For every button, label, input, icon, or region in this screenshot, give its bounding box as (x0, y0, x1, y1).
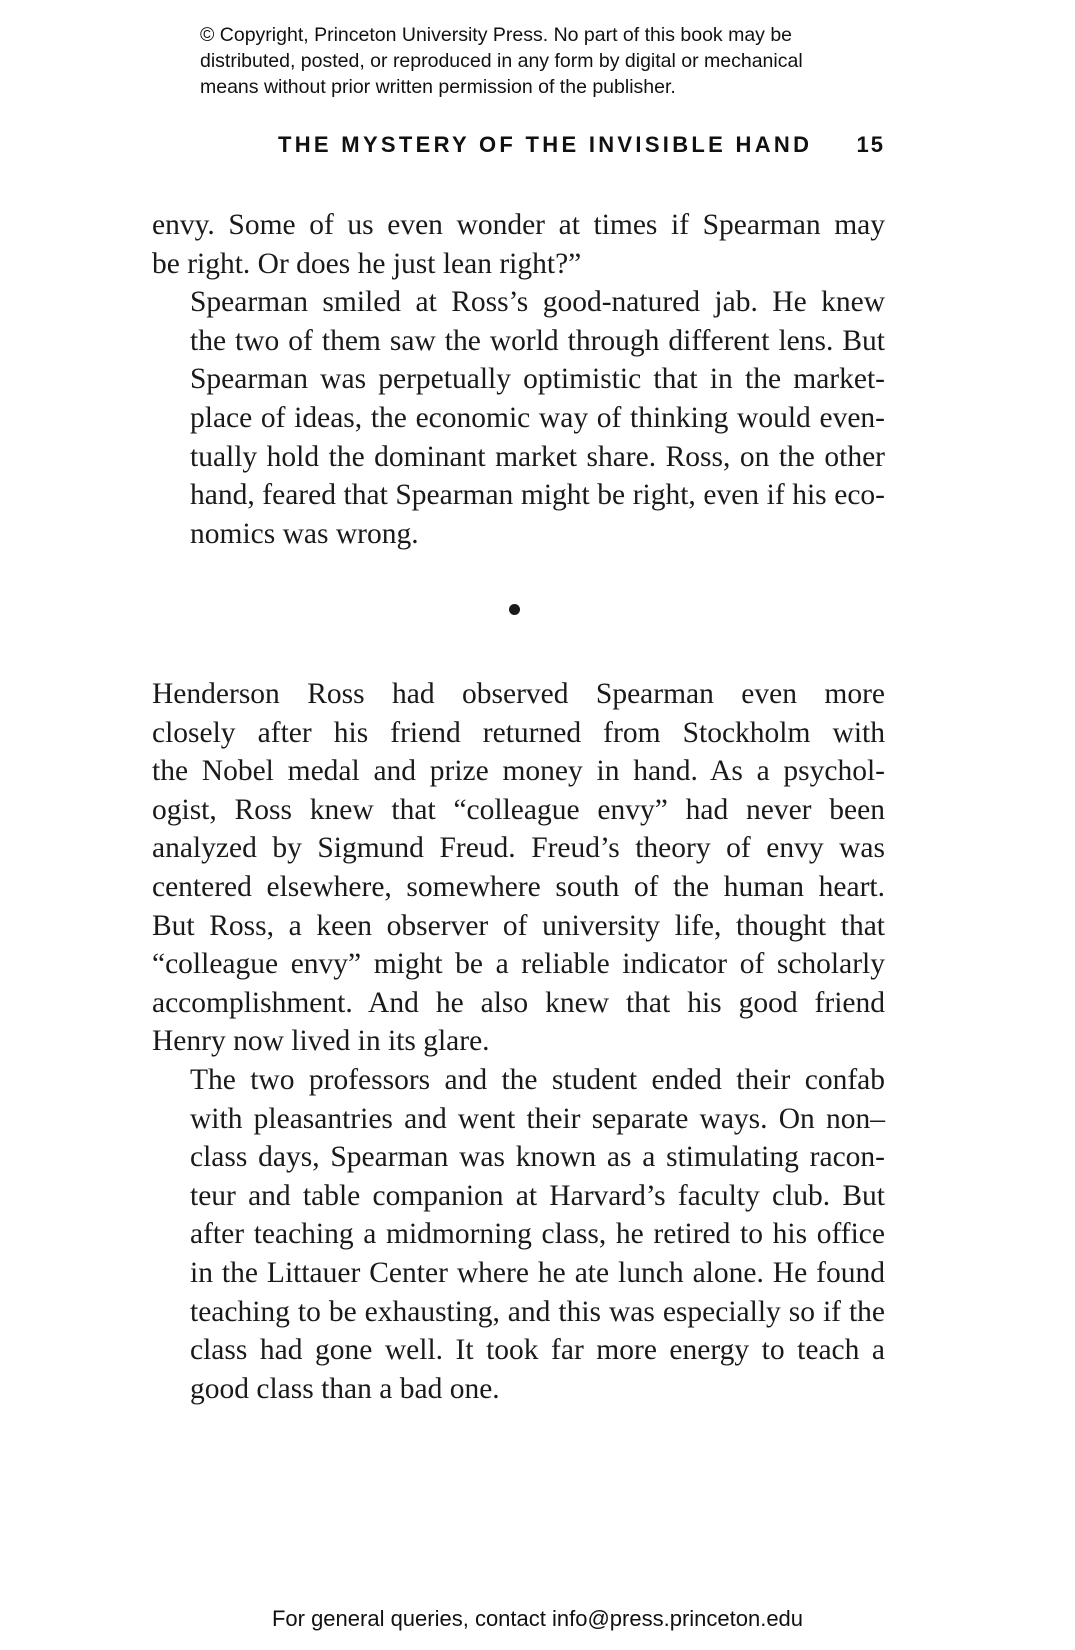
text-line: accomplishment. And he also knew that his good friend (152, 986, 885, 1019)
copyright-notice (200, 22, 900, 100)
copyright-line: © Copyright, Princeton University Press. No part of this book may be (200, 24, 793, 46)
text-line: place of ideas, the economic way of thinking would even- (190, 401, 885, 434)
text-line: the Nobel medal and prize money in hand. As a psychol- (152, 755, 885, 788)
paragraph (152, 283, 885, 553)
section-break-bullet (509, 604, 520, 615)
copyright-line: distributed, posted, or reproduced in any form by digital or mechanical (200, 50, 803, 72)
text-line: analyzed by Sigmund Freud. Freud’s theory of envy was (152, 832, 885, 865)
text-line: teur and table companion at Harvard’s faculty club. But (190, 1179, 885, 1212)
page-number: 15 (856, 132, 885, 157)
paragraph (152, 1061, 885, 1408)
text-line: teaching to be exhausting, and this was especially so if the (190, 1295, 885, 1328)
text-line: centered elsewhere, somewhere south of the human heart. (152, 870, 885, 903)
text-line: Henderson Ross had observed Spearman even more (152, 678, 885, 710)
paragraph (152, 675, 885, 1061)
text-line: “colleague envy” might be a reliable indicator of scholarly (152, 948, 885, 981)
text-line: Spearman smiled at Ross’s good-natured jab. He knew (190, 286, 885, 319)
text-line: tually hold the dominant market share. Ross, on the other (190, 440, 885, 473)
footer-contact: For general queries, contact info@press.princeton.edu (271, 1606, 804, 1631)
text-line: class had gone well. It took far more energy to teach a (190, 1334, 885, 1367)
running-head (152, 132, 885, 164)
text-line: in the Littauer Center where he ate lunch alone. He found (190, 1256, 885, 1289)
text-line: be right. Or does he just lean right?” (152, 247, 582, 280)
text-line: hand, feared that Spearman might be right, even if his eco- (190, 479, 885, 512)
text-line: nomics was wrong. (190, 517, 419, 550)
text-block-bottom (152, 675, 885, 1408)
text-line: good class than a bad one. (190, 1372, 500, 1405)
text-line: envy. Some of us even wonder at times if Spearman may (152, 209, 885, 241)
text-line: Henry now lived in its glare. (152, 1025, 490, 1058)
text-line: Spearman was perpetually optimistic that in the market- (190, 363, 885, 396)
text-line: after teaching a midmorning class, he retired to his office (190, 1218, 885, 1251)
text-block-top (152, 206, 885, 553)
text-line: the two of them saw the world through different lens. But (190, 324, 885, 357)
text-line: ogist, Ross knew that “colleague envy” had never been (152, 793, 885, 826)
copyright-line: means without prior written permission of the publisher. (200, 76, 676, 98)
text-line: closely after his friend returned from Stockholm with (152, 716, 885, 749)
text-line: The two professors and the student ended their confab (190, 1063, 885, 1096)
text-line: with pleasantries and went their separate ways. On non– (190, 1102, 885, 1135)
running-title: THE MYSTERY OF THE INVISIBLE HAND (278, 132, 813, 157)
paragraph (152, 206, 885, 283)
text-line: But Ross, a keen observer of university life, thought that (152, 909, 885, 942)
text-line: class days, Spearman was known as a stimulating racon- (190, 1141, 885, 1174)
